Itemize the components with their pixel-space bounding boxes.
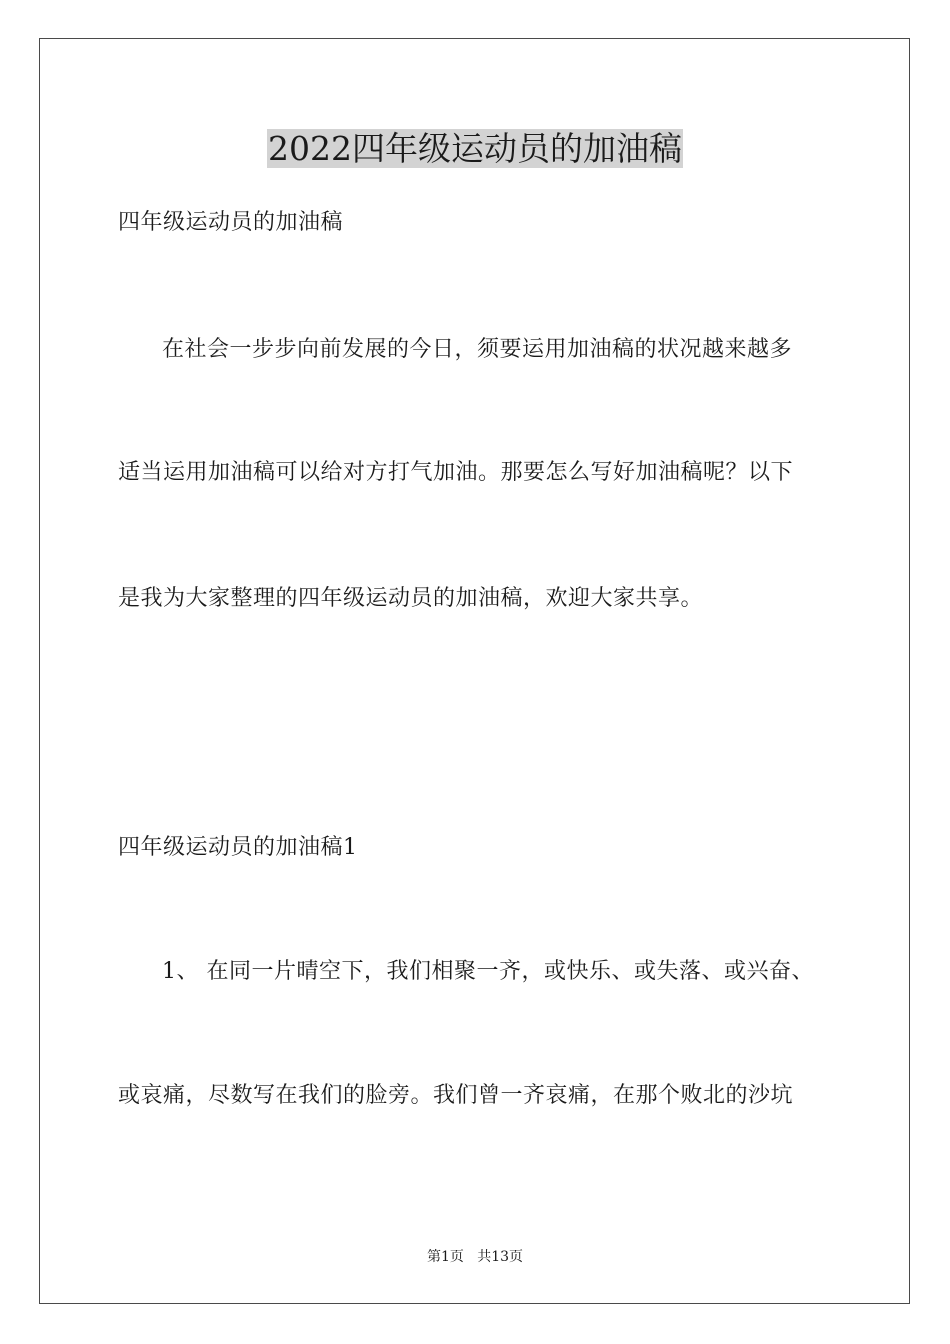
intro-line-2: 适当运用加油稿可以给对方打气加油。那要怎么写好加油稿呢？以下 xyxy=(118,460,794,485)
item-line-1: 1、 在同一片晴空下，我们相聚一齐，或快乐、或失落、或兴奋、 xyxy=(162,959,814,984)
section-heading: 四年级运动员的加油稿1 xyxy=(118,835,358,860)
document-subtitle: 四年级运动员的加油稿 xyxy=(118,210,344,235)
document-title xyxy=(0,126,950,172)
page-number-label: 第1页 共13页 xyxy=(426,1249,524,1265)
intro-line-3: 是我为大家整理的四年级运动员的加油稿，欢迎大家共享。 xyxy=(118,586,704,611)
document-title-text: 2022四年级运动员的加油稿 xyxy=(268,129,682,168)
page-footer xyxy=(0,1247,950,1267)
item-line-2: 或哀痛，尽数写在我们的脸旁。我们曾一齐哀痛，在那个败北的沙坑 xyxy=(118,1083,794,1108)
intro-line-1: 在社会一步步向前发展的今日，须要运用加油稿的状况越来越多 xyxy=(162,337,793,362)
